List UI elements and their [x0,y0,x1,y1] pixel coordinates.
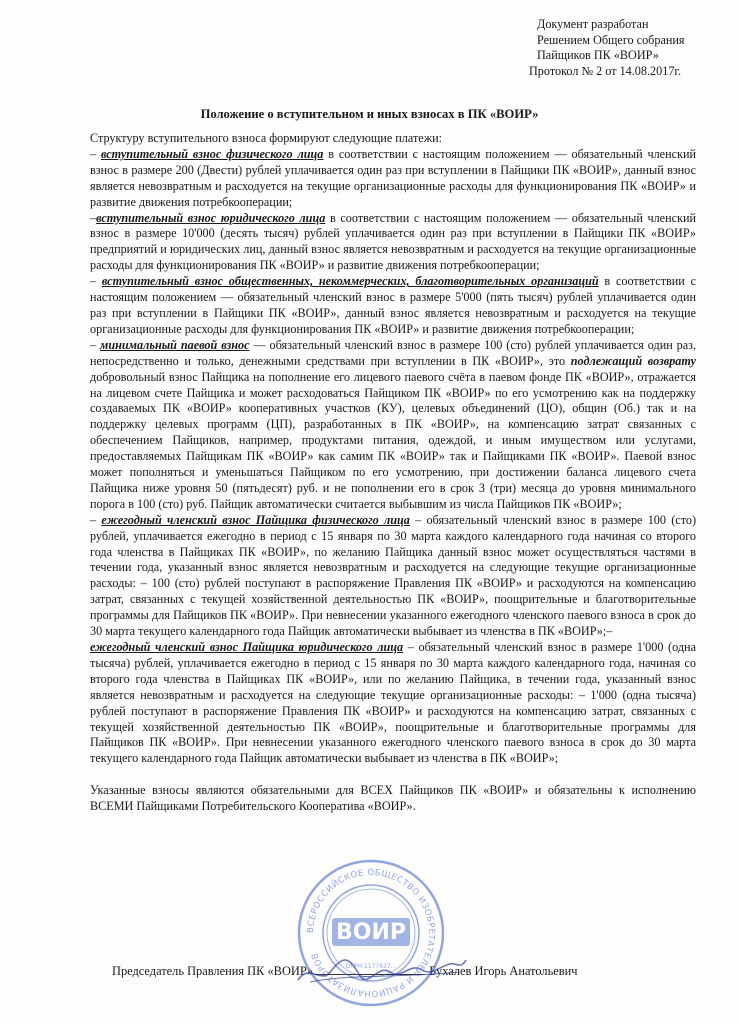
item-label: вступительный взнос общественных, некоммерческих, благотворительных организаций [101,274,599,289]
stamp-ring-text: ВСЕРОССИЙСКОЕ ОБЩЕСТВО ИЗОБРЕТАТЕЛЕЙ И РАЦИОНАЛИЗАТОРОВ [305,867,437,999]
list-item: ежегодный членский взнос Пайщика юридического лица – обязательный членский взнос в размере 1'000 (одна тысяча) рублей, уплачивается ежегодно в период с 15 января по 30 марта каждого календарного года, начиная со второго года членства в Пайщиках ПК «ВОИР», или по желанию Пайщика, в течении года, указанный взнос является невозвратным и расходуется на следующие текущие организационные расходы: – 1'000 (одна тысяча) рублей поступают в распоряжение Правления ПК «ВОИР» и расходуются на компенсацию затрат, связанных с текущей хозяйственной деятельностью ПК «ВОИР», поощрительные и благотворительные программы для Пайщиков ПК «ВОИР». При невнесении указанного ежегодного членского паевого взноса в срок до 30 марта текущего календарного года Пайщик автоматически выбывает из членства в ПК «ВОИР»; [90,640,696,766]
closing-paragraph: Указанные взносы являются обязательными для ВСЕХ Пайщиков ПК «ВОИР» и обязательны к исполнению ВСЕМИ Пайщиками Потребительского Кооператива «ВОИР». [90,783,696,814]
signer-position: Председатель Правления ПК «ВОИР» [112,964,314,978]
list-item: – вступительный взнос физического лица в соответствии с настоящим положением — обязательный членский взнос в размере 200 (Двести) рублей уплачивается один раз при вступлении в Пайщики ПК «ВОИР», данный взнос является невозвратным и расходуется на текущие организационные расходы для функционирования ПК «ВОИР» и развитие движения потребкооперации; [90,146,696,209]
handwritten-signature-icon [290,952,470,992]
list-item: – минимальный паевой взнос — обязательный членский взнос в размере 100 (сто) рублей уплачивается один раз, непосредственно и только, денежными средствами при вступлении в ПК «ВОИР», это подлежащий возврату добровольный взнос Пайщика на пополнение его лицевого паевого счёта в паевом фонде ПК «ВОИР», отражается на лицевом счете Пайщика и может расходоваться Пайщиком ПК «ВОИР» по его усмотрению как на поддержку создаваемых ПК «ВОИР» кооперативных участков (КУ), целевых объединений (ЦО), общин (Об.) так и на поддержку целевых программ (ЦП), разработанных в ПК «ВОИР», на компенсацию затрат связанных с обеспечением Пайщиков, например, продуктами питания, одеждой, и иным имуществом или услугами, предоставляемых Пайщикам ПК «ВОИР» как самим ПК «ВОИР» так и Пайщиками ПК «ВОИР». Паевой взнос может пополняться и уменьшаться Пайщиком по его усмотрению, при достижении баланса лицевого счета Пайщика ниже уровня 50 (пятьдесят) руб. и не пополнении его в срок 3 (три) месяца до уровня минимального порога в 100 (сто) руб. Пайщик автоматически считается выбывшим из числа Пайщиков ПК «ВОИР»; [90,337,697,511]
item-emphasis: подлежащий возврату [570,353,696,368]
item-label: ежегодный членский взнос Пайщика физического лица [101,512,410,527]
header-line: Пайщиков ПК «ВОИР» [537,48,659,62]
item-label: ежегодный членский взнос Пайщика юридического лица [90,640,404,654]
intro-paragraph: Структуру вступительного взноса формируют следующие платежи: [90,131,443,145]
list-item: – вступительный взнос общественных, некоммерческих, благотворительных организаций в соответствии с настоящим положением — обязательный членский взнос в размере 5'000 (пять тысяч) рублей уплачивается один раз при вступлении в Пайщики ПК «ВОИР», данный взнос является невозвратным и расходуется на текущие организационные расходы для функционирования ПК «ВОИР» и развитие движения потребкооперации; [90,274,696,336]
item-label: вступительный взнос физического лица [100,146,324,161]
item-label: вступительный взнос юридического лица [96,210,326,225]
document-body [90,131,696,815]
signer-name: Бухалев Игорь Анатольевич [429,964,578,978]
item-label: минимальный паевой взнос [100,337,250,352]
header-line: Документ разработан [537,17,649,31]
document-header [529,17,685,79]
header-line: Протокол № 2 от 14.08.2017г. [529,63,682,78]
list-item: – ежегодный членский взнос Пайщика физического лица – обязательный членский взнос в размере 100 (сто) рублей, уплачивается ежегодно в период с 15 января по 30 марта каждого календарного года начиная со второго года членства в Пайщиках ПК «ВОИР», по желанию Пайщика данный взнос может осуществляться частями в течении года, указанный взнос является невозвратным и расходуется на следующие текущие организационные расходы: – 100 (сто) рублей поступают в распоряжение Правления ПК «ВОИР» и расходуются на компенсацию затрат, связанных с текущей хозяйственной деятельностью ПК «ВОИР», поощрительные и благотворительные программы для Пайщиков ПК «ВОИР». При невнесении указанного ежегодного членского паевого взноса в срок до 30 марта текущего календарного года Пайщик автоматически выбывает из членства в ПК «ВОИР»;– [90,512,697,639]
list-item: –вступительный взнос юридического лица в соответствии с настоящим положением — обязательный членский взнос в размере 10'000 (десять тысяч) рублей уплачивается один раз при вступлении в Пайщики ПК «ВОИР» предприятий и юридических лиц, данный взнос является невозвратным и расходуется на текущие организационные расходы для функционирования ПК «ВОИР» и развитие движения потребкооперации; [90,210,696,273]
header-line: Решением Общего собрания [537,32,685,47]
stamp-center-text: ВОИР [335,920,407,945]
document-title: Положение о вступительном и иных взносах в ПК «ВОИР» [200,107,539,121]
stamp-ogrn-text: ОГРН 1177627... [345,963,397,970]
